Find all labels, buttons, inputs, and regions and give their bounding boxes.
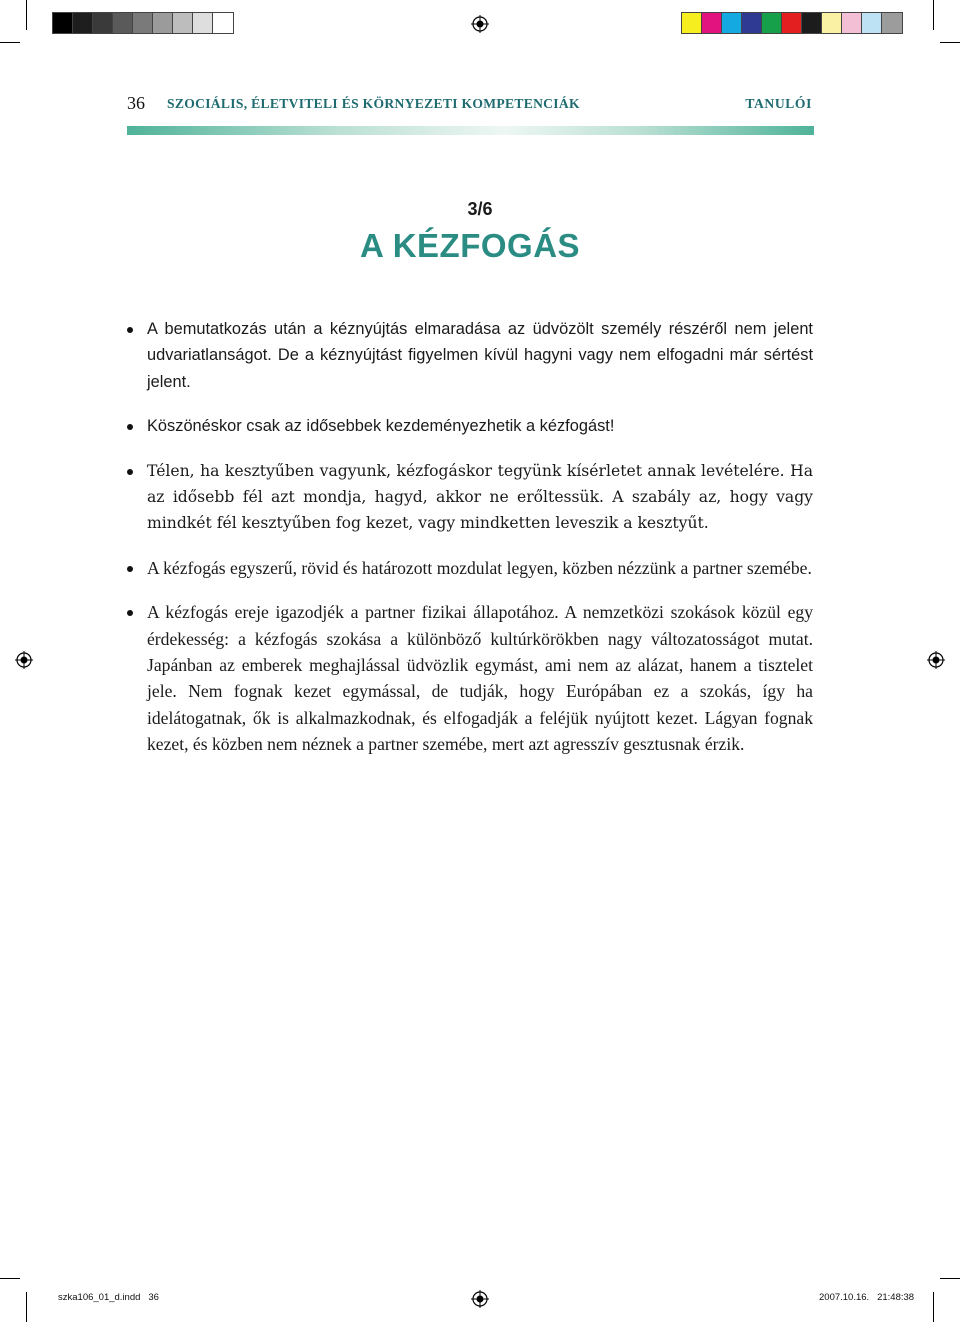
slug-filename: szka106_01_d.indd 36: [58, 1292, 159, 1303]
gray-swatch: [193, 13, 213, 33]
color-swatch: [802, 13, 822, 33]
color-swatch: [762, 13, 782, 33]
crop-mark-top-left-h: [0, 42, 20, 43]
crop-mark-top-right-v: [933, 0, 934, 30]
crop-mark-top-left-v: [26, 0, 27, 30]
registration-mark-icon: [471, 1290, 489, 1308]
section-title: A KÉZFOGÁS: [359, 227, 581, 264]
crop-mark-bottom-right-v: [933, 1292, 934, 1322]
list-item-text: A bemutatkozás után a kéznyújtás elmaradása az üdvözölt személy részéről nem jelent udvariatlanságot. De a kéznyújtást figyelmen kívül hagyni vagy nem elfogadni már sértést jelent.: [147, 320, 813, 391]
book-title: SZOCIÁLIS, ÉLETVITELI ÉS KÖRNYEZETI KOMPETENCIÁK: [167, 96, 580, 111]
gray-swatch: [73, 13, 93, 33]
list-item: [127, 458, 813, 537]
list-item-text: A kézfogás ereje igazodjék a partner fizikai állapotához. A nemzetközi szokások közül egy érdekesség: a kézfogás szokása a különböző kultúrkörökben nagy változatosságot mutat. Japánban az emberek meghajlással üdvözlik egymást, ami nem az alázat, hanem a tisztelet jele. Nem fognak kezet egymással, de tudják, hogy Európában ez a szokás, így ha idelátogatnak, ők is alkalmazkodnak, és elfogadják a feléjük nyújtott kezet. Lágyan fognak kezet, és közben nem néznek a partner szemébe, mert azt agresszív gesztusnak érzik.: [147, 602, 813, 755]
bullet-icon: [127, 566, 133, 572]
color-swatch: [822, 13, 842, 33]
color-swatch: [722, 13, 742, 33]
color-swatch: [782, 13, 802, 33]
gray-swatch: [153, 13, 173, 33]
grayscale-color-bar: [52, 12, 234, 34]
color-swatch: [682, 13, 702, 33]
list-item: [127, 599, 813, 757]
header-rule: [127, 126, 814, 135]
page-number: 36: [127, 93, 145, 113]
bullet-icon: [127, 610, 133, 616]
gray-swatch: [133, 13, 153, 33]
process-color-bar: [681, 12, 903, 34]
registration-mark-icon: [471, 15, 489, 33]
bullet-icon: [127, 327, 133, 333]
audience-label: TANULÓI: [745, 96, 812, 111]
color-swatch: [742, 13, 762, 33]
crop-mark-bottom-left-v: [26, 1292, 27, 1322]
slug-timestamp: 2007.10.16. 21:48:38: [819, 1292, 915, 1303]
gray-swatch: [53, 13, 73, 33]
running-header: [127, 93, 814, 115]
bullet-icon: [127, 424, 133, 430]
color-swatch: [702, 13, 722, 33]
list-item-text: Köszönéskor csak az idősebbek kezdeményezhetik a kézfogást!: [147, 417, 615, 436]
section-number: 3/6: [467, 199, 493, 219]
registration-mark-icon: [927, 651, 945, 669]
crop-mark-bottom-right-h: [940, 1278, 960, 1279]
list-item: [127, 316, 813, 395]
gray-swatch: [213, 13, 233, 33]
list-item-text: Télen, ha kesztyűben vagyunk, kézfogáskor tegyünk kísérletet annak levételére. Ha az idősebb fél azt mondja, hagyd, akkor ne erőltessük. A szabály az, hogy vagy mindkét fél kesztyűben fog kezet, vagy mindketten leveszik a kesztyűt.: [147, 461, 813, 533]
list-item-text: A kézfogás egyszerű, rövid és határozott mozdulat legyen, közben nézzünk a partner szemébe.: [147, 557, 812, 578]
gray-swatch: [113, 13, 133, 33]
bullet-icon: [127, 469, 133, 475]
color-swatch: [862, 13, 882, 33]
color-swatch: [882, 13, 902, 33]
crop-mark-top-right-h: [940, 42, 960, 43]
gray-swatch: [93, 13, 113, 33]
bullet-list: [127, 316, 813, 776]
crop-mark-bottom-left-h: [0, 1278, 20, 1279]
gray-swatch: [173, 13, 193, 33]
list-item: [127, 413, 813, 439]
registration-mark-icon: [15, 651, 33, 669]
list-item: [127, 555, 813, 581]
color-swatch: [842, 13, 862, 33]
